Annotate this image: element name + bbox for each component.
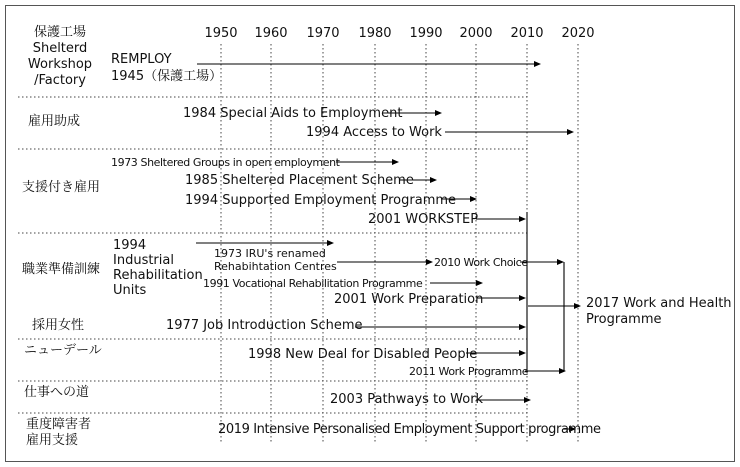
- category-subsidy: 雇用助成: [28, 114, 81, 129]
- category-pathway: 仕事への道: [24, 385, 90, 400]
- category-women: 採用女性: [32, 318, 85, 333]
- year-label: 1980: [358, 26, 392, 41]
- programme-iru-renamed: 1973 IRU's renamed Rehabihtation Centres: [214, 247, 337, 273]
- category-supported: 支援付き雇用: [22, 180, 101, 195]
- programme-remploy: REMPLOY 1945（保護工場）: [111, 52, 223, 84]
- programme-iru: 1994 Industrial Rehabilitation Units: [113, 238, 203, 298]
- programme-work-health: 2017 Work and Health Programme: [586, 296, 732, 327]
- programme-work-programme: 2011 Work Programme: [409, 365, 529, 378]
- programme-pathways: 2003 Pathways to Work: [330, 392, 484, 407]
- category-vocational: 職業準備訓練: [22, 262, 101, 277]
- programme-job-introduction: 1977 Job Introduction Scheme: [166, 318, 363, 333]
- programme-vocational-rehab: 1991 Vocational Rehabilitation Programme: [203, 277, 423, 290]
- year-label: 2010: [510, 26, 544, 41]
- programme-supported-employment: 1994 Supported Employment Programme: [185, 193, 457, 208]
- programme-access-to-work: 1994 Access to Work: [306, 125, 442, 140]
- category-severe: 重度障害者 雇用支援: [26, 417, 92, 448]
- year-label: 2000: [459, 26, 493, 41]
- year-label: 1970: [306, 26, 340, 41]
- programme-intensive: 2019 Intensive Personalised Employment Support programme: [218, 422, 601, 437]
- programme-sheltered-groups: 1973 Sheltered Groups in open employment: [111, 156, 340, 169]
- year-label: 1990: [409, 26, 443, 41]
- year-gridlines: [221, 44, 578, 444]
- year-label: 1960: [254, 26, 288, 41]
- programme-work-preparation: 2001 Work Preparation: [334, 292, 484, 307]
- programme-special-aids: 1984 Special Aids to Employment: [183, 106, 403, 121]
- programme-sheltered-placement: 1985 Sheltered Placement Scheme: [185, 173, 414, 188]
- programme-workstep: 2001 WORKSTEP: [368, 212, 479, 227]
- year-label: 1950: [204, 26, 238, 41]
- programme-new-deal: 1998 New Deal for Disabled People: [248, 347, 478, 362]
- category-newdeal: ニューデール: [24, 343, 102, 358]
- category-shelter: 保護工場 Shelterd Workshop /Factory: [27, 25, 93, 88]
- programme-work-choice: 2010 Work Choice: [434, 256, 528, 269]
- year-label: 2020: [561, 26, 595, 41]
